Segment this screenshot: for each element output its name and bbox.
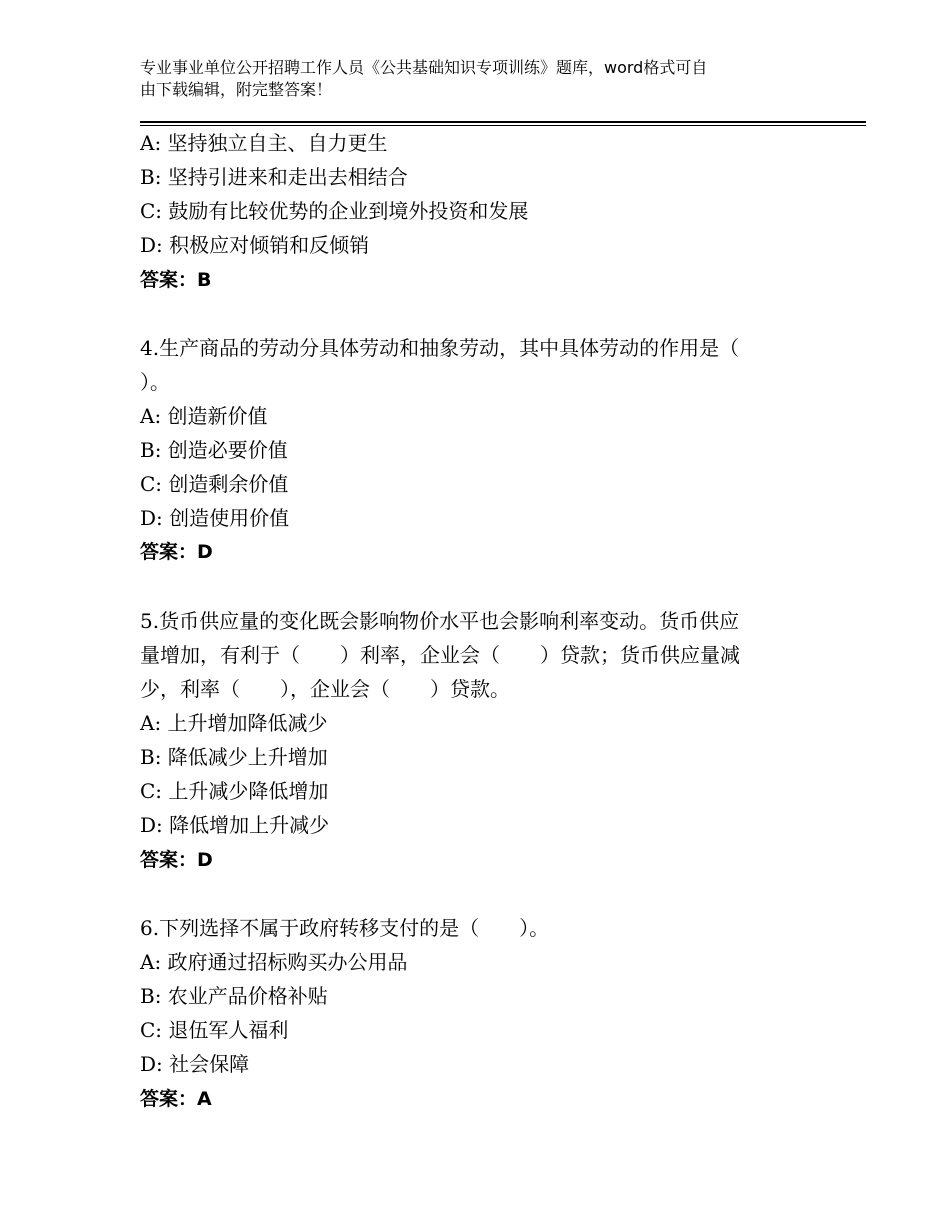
header-line-1: 专业事业单位公开招聘工作人员《公共基础知识专项训练》题库，word格式可自 [140,58,708,77]
q6-option-d: D: 社会保障 [140,1052,250,1076]
q5-answer: 答案：D [140,849,213,871]
document-header [140,57,800,101]
q6-option-c: C: 退伍军人福利 [140,1018,289,1042]
q5-stem-line-3: 少，利率（ ），企业会（ ）贷款。 [140,677,510,701]
q4-option-c: C: 创造剩余价值 [140,472,289,496]
q6-option-b: B: 农业产品价格补贴 [140,984,328,1008]
q5-stem-line-2: 量增加，有利于（ ）利率，企业会（ ）贷款；货币供应量减 [140,643,740,667]
q4-option-d: D: 创造使用价值 [140,506,290,530]
q5-option-a: A: 上升增加降低减少 [140,711,328,735]
q4-option-b: B: 创造必要价值 [140,438,288,462]
q6-option-a: A: 政府通过招标购买办公用品 [140,950,408,974]
q3-option-a: A: 坚持独立自主、自力更生 [140,131,388,155]
q5-stem-line-1: 5.货币供应量的变化既会影响物价水平也会影响利率变动。货币供应 [140,609,740,633]
q3-answer: 答案：B [140,269,212,291]
q3-option-d: D: 积极应对倾销和反倾销 [140,233,370,257]
q6-answer: 答案：A [140,1088,212,1110]
header-line-2: 由下载编辑，附完整答案！ [140,80,333,99]
q5-option-d: D: 降低增加上升减少 [140,813,330,837]
q5-option-b: B: 降低减少上升增加 [140,745,328,769]
q4-stem-line-2: ）。 [140,370,170,394]
q3-option-c: C: 鼓励有比较优势的企业到境外投资和发展 [140,199,529,223]
header-rule-thick [140,121,866,123]
q6-stem-line-1: 6.下列选择不属于政府转移支付的是（ ）。 [140,916,550,940]
q4-answer: 答案：D [140,541,213,563]
q4-option-a: A: 创造新价值 [140,404,268,428]
q3-option-b: B: 坚持引进来和走出去相结合 [140,165,408,189]
q5-option-c: C: 上升减少降低增加 [140,779,329,803]
q4-stem-line-1: 4.生产商品的劳动分具体劳动和抽象劳动，其中具体劳动的作用是（ [140,336,740,360]
